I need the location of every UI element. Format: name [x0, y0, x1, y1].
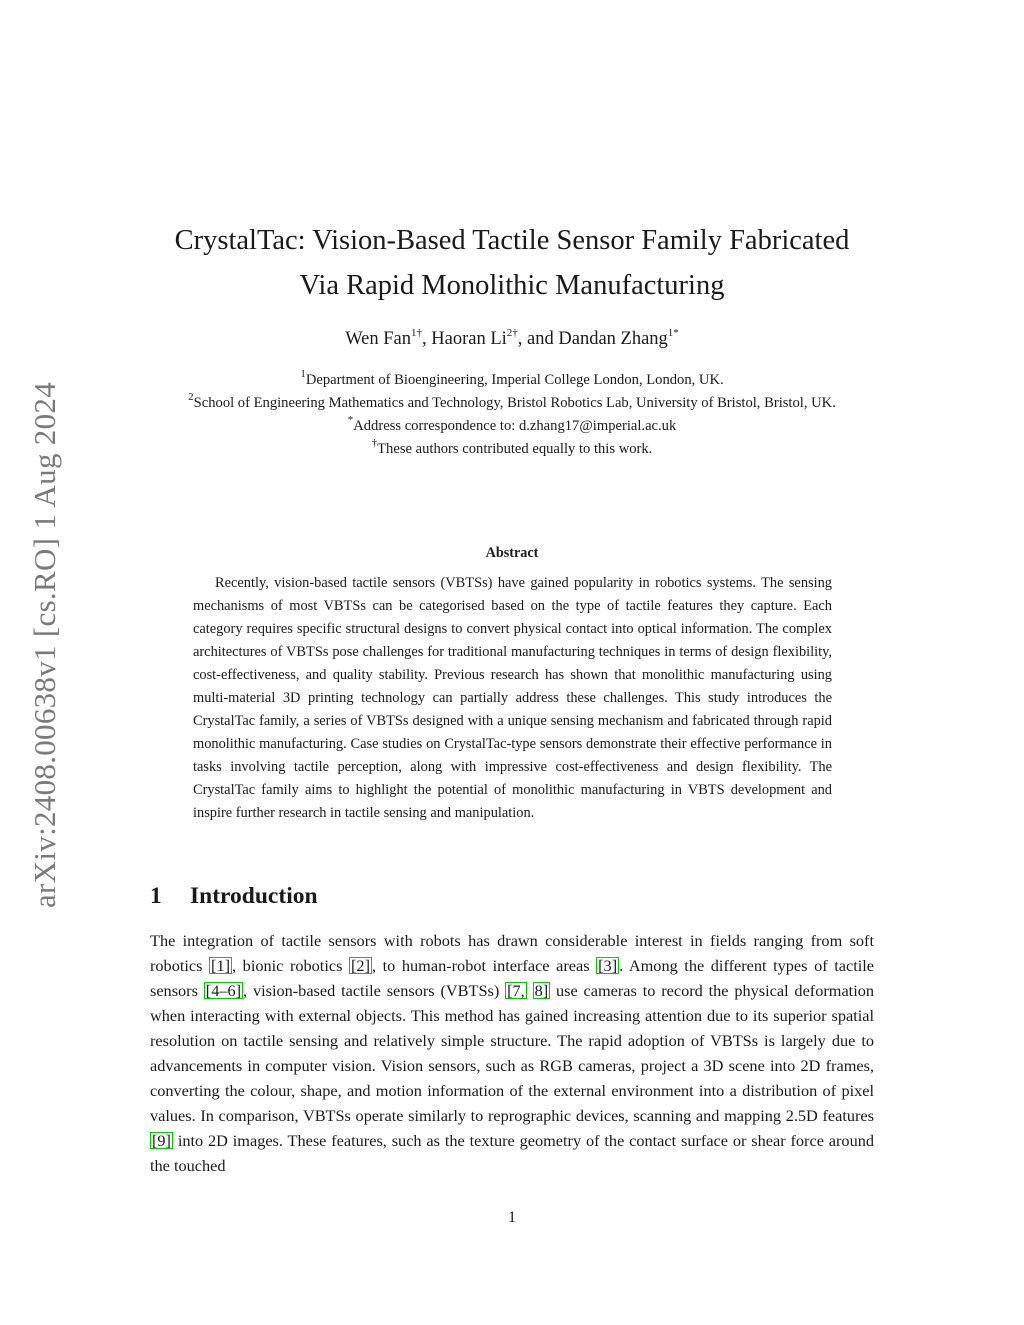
citation-link[interactable]: [7,: [507, 981, 525, 1000]
author-list: [160, 325, 864, 353]
correspondence-text: Address correspondence to: d.zhang17@imperial.ac.uk: [353, 418, 677, 434]
affiliation-mark: *: [347, 414, 354, 427]
affiliation-text: Department of Bioengineering, Imperial College London, London, UK.: [305, 372, 724, 388]
affiliation-mark: †: [371, 437, 378, 450]
author-affiliation-mark: 2†: [506, 326, 518, 339]
citation-link[interactable]: [9]: [152, 1131, 171, 1150]
body-text: , bionic robotics: [232, 956, 350, 975]
citation-link[interactable]: [2]: [351, 956, 370, 975]
affiliation-text: School of Engineering Mathematics and Technology, Bristol Robotics Lab, University of Bristol, Bristol, UK.: [193, 395, 836, 411]
affiliation-1: [150, 369, 874, 392]
citation-link[interactable]: [1]: [211, 956, 231, 975]
body-text: into 2D images. These features, such as the texture geometry of the contact surface or shear force around the touched: [150, 1131, 874, 1175]
author-name: Haoran Li: [431, 329, 507, 349]
abstract-heading: Abstract: [485, 545, 539, 561]
section-number: 1: [150, 883, 162, 909]
author-separator: , and: [517, 329, 559, 349]
abstract-text: Recently, vision-based tactile sensors (VBTSs) have gained popularity in robotics systems. The sensing mechanisms of most VBTSs can be categorised based on the type of tactile features they capture. Each category requires specific structural designs to convert physical contact into optical information. The complex architectures of VBTSs pose challenges for traditional manufacturing techniques in terms of design flexibility, cost-effectiveness, and quality stability. Previous research has shown that monolithic manufacturing using multi-material 3D printing technology can partially address these challenges. This study introduces the CrystalTac family, a series of VBTSs designed with a unique sensing mechanism and fabricated through rapid monolithic manufacturing. Case studies on CrystalTac-type sensors demonstrate their effective performance in tasks involving tactile perception, along with impressive cost-effectiveness and design flexibility. The CrystalTac family aims to highlight the potential of monolithic manufacturing in VBTS development and inspire further research in tactile sensing and manipulation.: [193, 575, 832, 821]
correspondence-note: [150, 415, 874, 438]
body-text: . Among the different types of tactile sensors: [150, 956, 874, 1000]
affiliation-mark: 1: [300, 368, 306, 381]
author-name: Wen Fan: [345, 329, 412, 349]
equal-contribution-note: [150, 438, 874, 461]
paper-title: [120, 218, 904, 308]
title-line-2: Via Rapid Monolithic Manufacturing: [299, 270, 725, 301]
author-affiliation-mark: 1†: [411, 326, 423, 339]
arxiv-identifier-stamp: [22, 355, 68, 935]
author-affiliation-mark: 1*: [667, 326, 679, 339]
body-text: , vision-based tactile sensors (VBTSs): [243, 981, 506, 1000]
author-separator: ,: [422, 329, 432, 349]
citation-link[interactable]: [3]: [598, 956, 618, 975]
body-text: use cameras to record the physical deformation when interacting with external objects. This method has gained increasing attention due to its superior spatial resolution on tactile sensing and relatively simple structure. The rapid adoption of VBTSs is largely due to advancements in computer vision. Vision sensors, such as RGB cameras, project a 3D scene into 2D frames, converting the colour, shape, and motion information of the external environment into a distribution of pixel values. In comparison, VBTSs operate similarly to reprographic devices, scanning and mapping 2.5D features: [150, 981, 874, 1125]
section-heading: [150, 880, 318, 912]
affiliation-block: [150, 369, 874, 461]
citation-link[interactable]: 8]: [534, 981, 549, 1000]
affiliation-mark: 2: [188, 391, 194, 404]
section-title: Introduction: [190, 883, 318, 909]
author-name: Dandan Zhang: [558, 329, 668, 349]
arxiv-identifier-text: arXiv:2408.00638v1 [cs.RO] 1 Aug 2024: [27, 381, 62, 909]
introduction-paragraph: [150, 928, 874, 1178]
page-number: 1: [508, 1209, 516, 1226]
title-line-1: CrystalTac: Vision-Based Tactile Sensor Family Fabricated: [174, 225, 850, 256]
affiliation-2: [150, 392, 874, 415]
body-text: , to human-robot interface areas: [372, 956, 597, 975]
body-text: The integration of tactile sensors with robots has drawn considerable interest in fields ranging from soft robotics: [150, 931, 874, 975]
equal-contribution-text: These authors contributed equally to this work.: [377, 441, 653, 457]
citation-link[interactable]: [4–6]: [205, 981, 242, 1000]
